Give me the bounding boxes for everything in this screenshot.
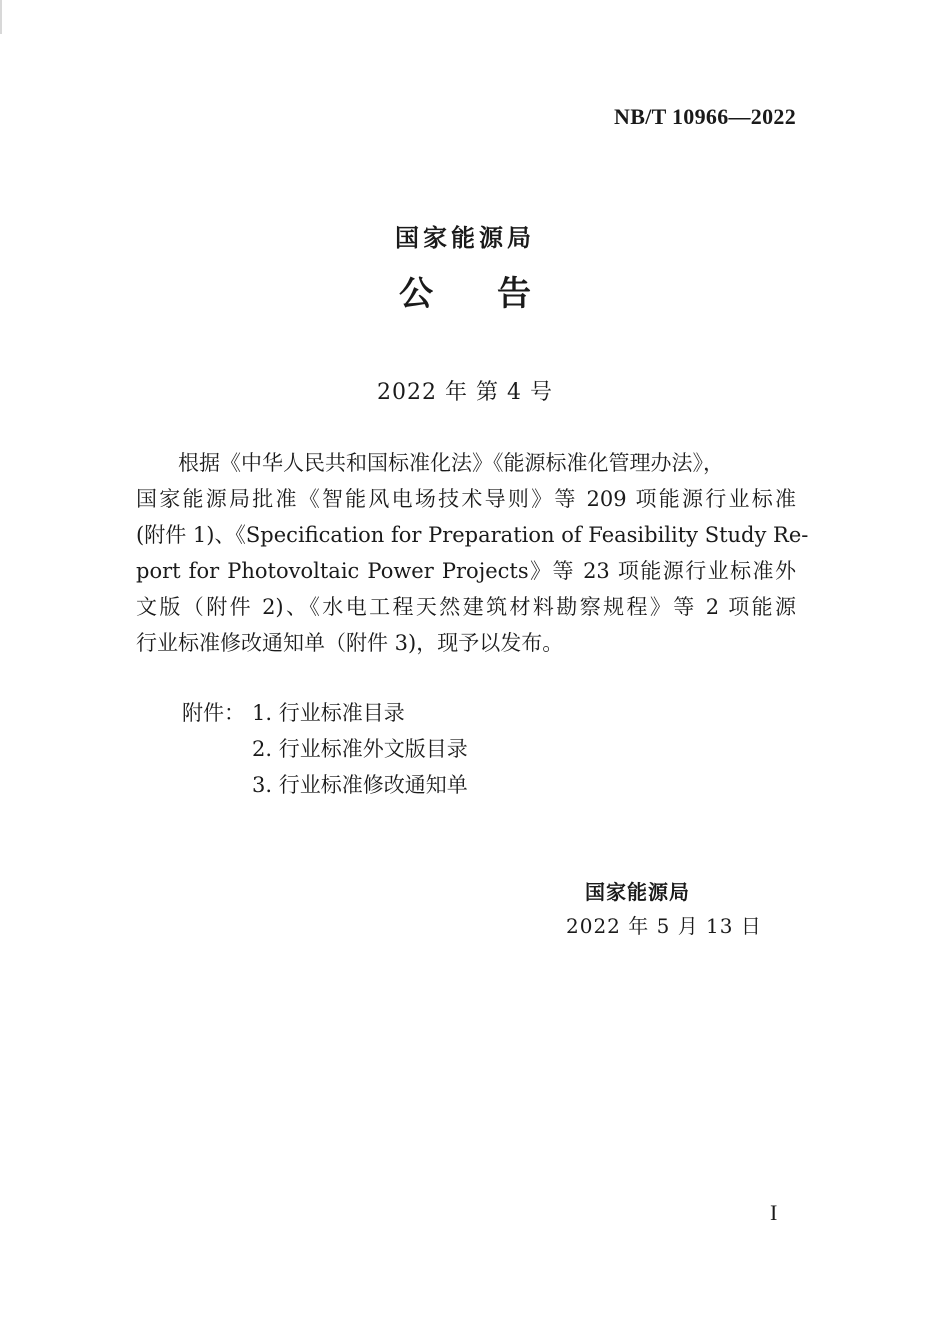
notice-body [136, 445, 809, 661]
body-line: port for Photovoltaic Power Projects》等 23 项能源行业标准外 [136, 559, 796, 583]
attachments-label: 附件： [182, 701, 245, 725]
attachment-item: 2. 行业标准外文版目录 [252, 737, 468, 761]
scan-edge-mark [0, 0, 2, 34]
standard-number: NB/T 10966—2022 [614, 104, 796, 129]
attachment-item: 1. 行业标准目录 [252, 701, 405, 725]
agency-title: 国家能源局 [395, 224, 535, 252]
attachment-item: 3. 行业标准修改通知单 [252, 773, 468, 797]
notice-title: 公告 [399, 274, 595, 314]
body-line: 行业标准修改通知单（附件 3)，现予以发布。 [136, 631, 564, 655]
page-number: I [770, 1200, 778, 1225]
signature-date: 2022 年 5 月 13 日 [566, 914, 762, 938]
attachment-row [182, 731, 468, 767]
body-line: (附件 1)、《Specification for Preparation of Feasibility Study Re- [136, 523, 809, 547]
attachment-spacer [182, 731, 252, 767]
issue-number: 2022 年 第 4 号 [377, 380, 553, 405]
body-line: 文版（附件 2)、《水电工程天然建筑材料勘察规程》等 2 项能源 [136, 595, 796, 619]
attachments-list [182, 695, 468, 803]
attachment-row [182, 767, 468, 803]
signature-agency: 国家能源局 [585, 880, 690, 904]
attachment-spacer [182, 767, 252, 803]
body-line: 根据《中华人民共和国标准化法》《能源标准化管理办法》， [178, 451, 724, 475]
body-line: 国家能源局批准《智能风电场技术导则》等 209 项能源行业标准 [136, 487, 796, 511]
attachment-row [182, 695, 468, 731]
